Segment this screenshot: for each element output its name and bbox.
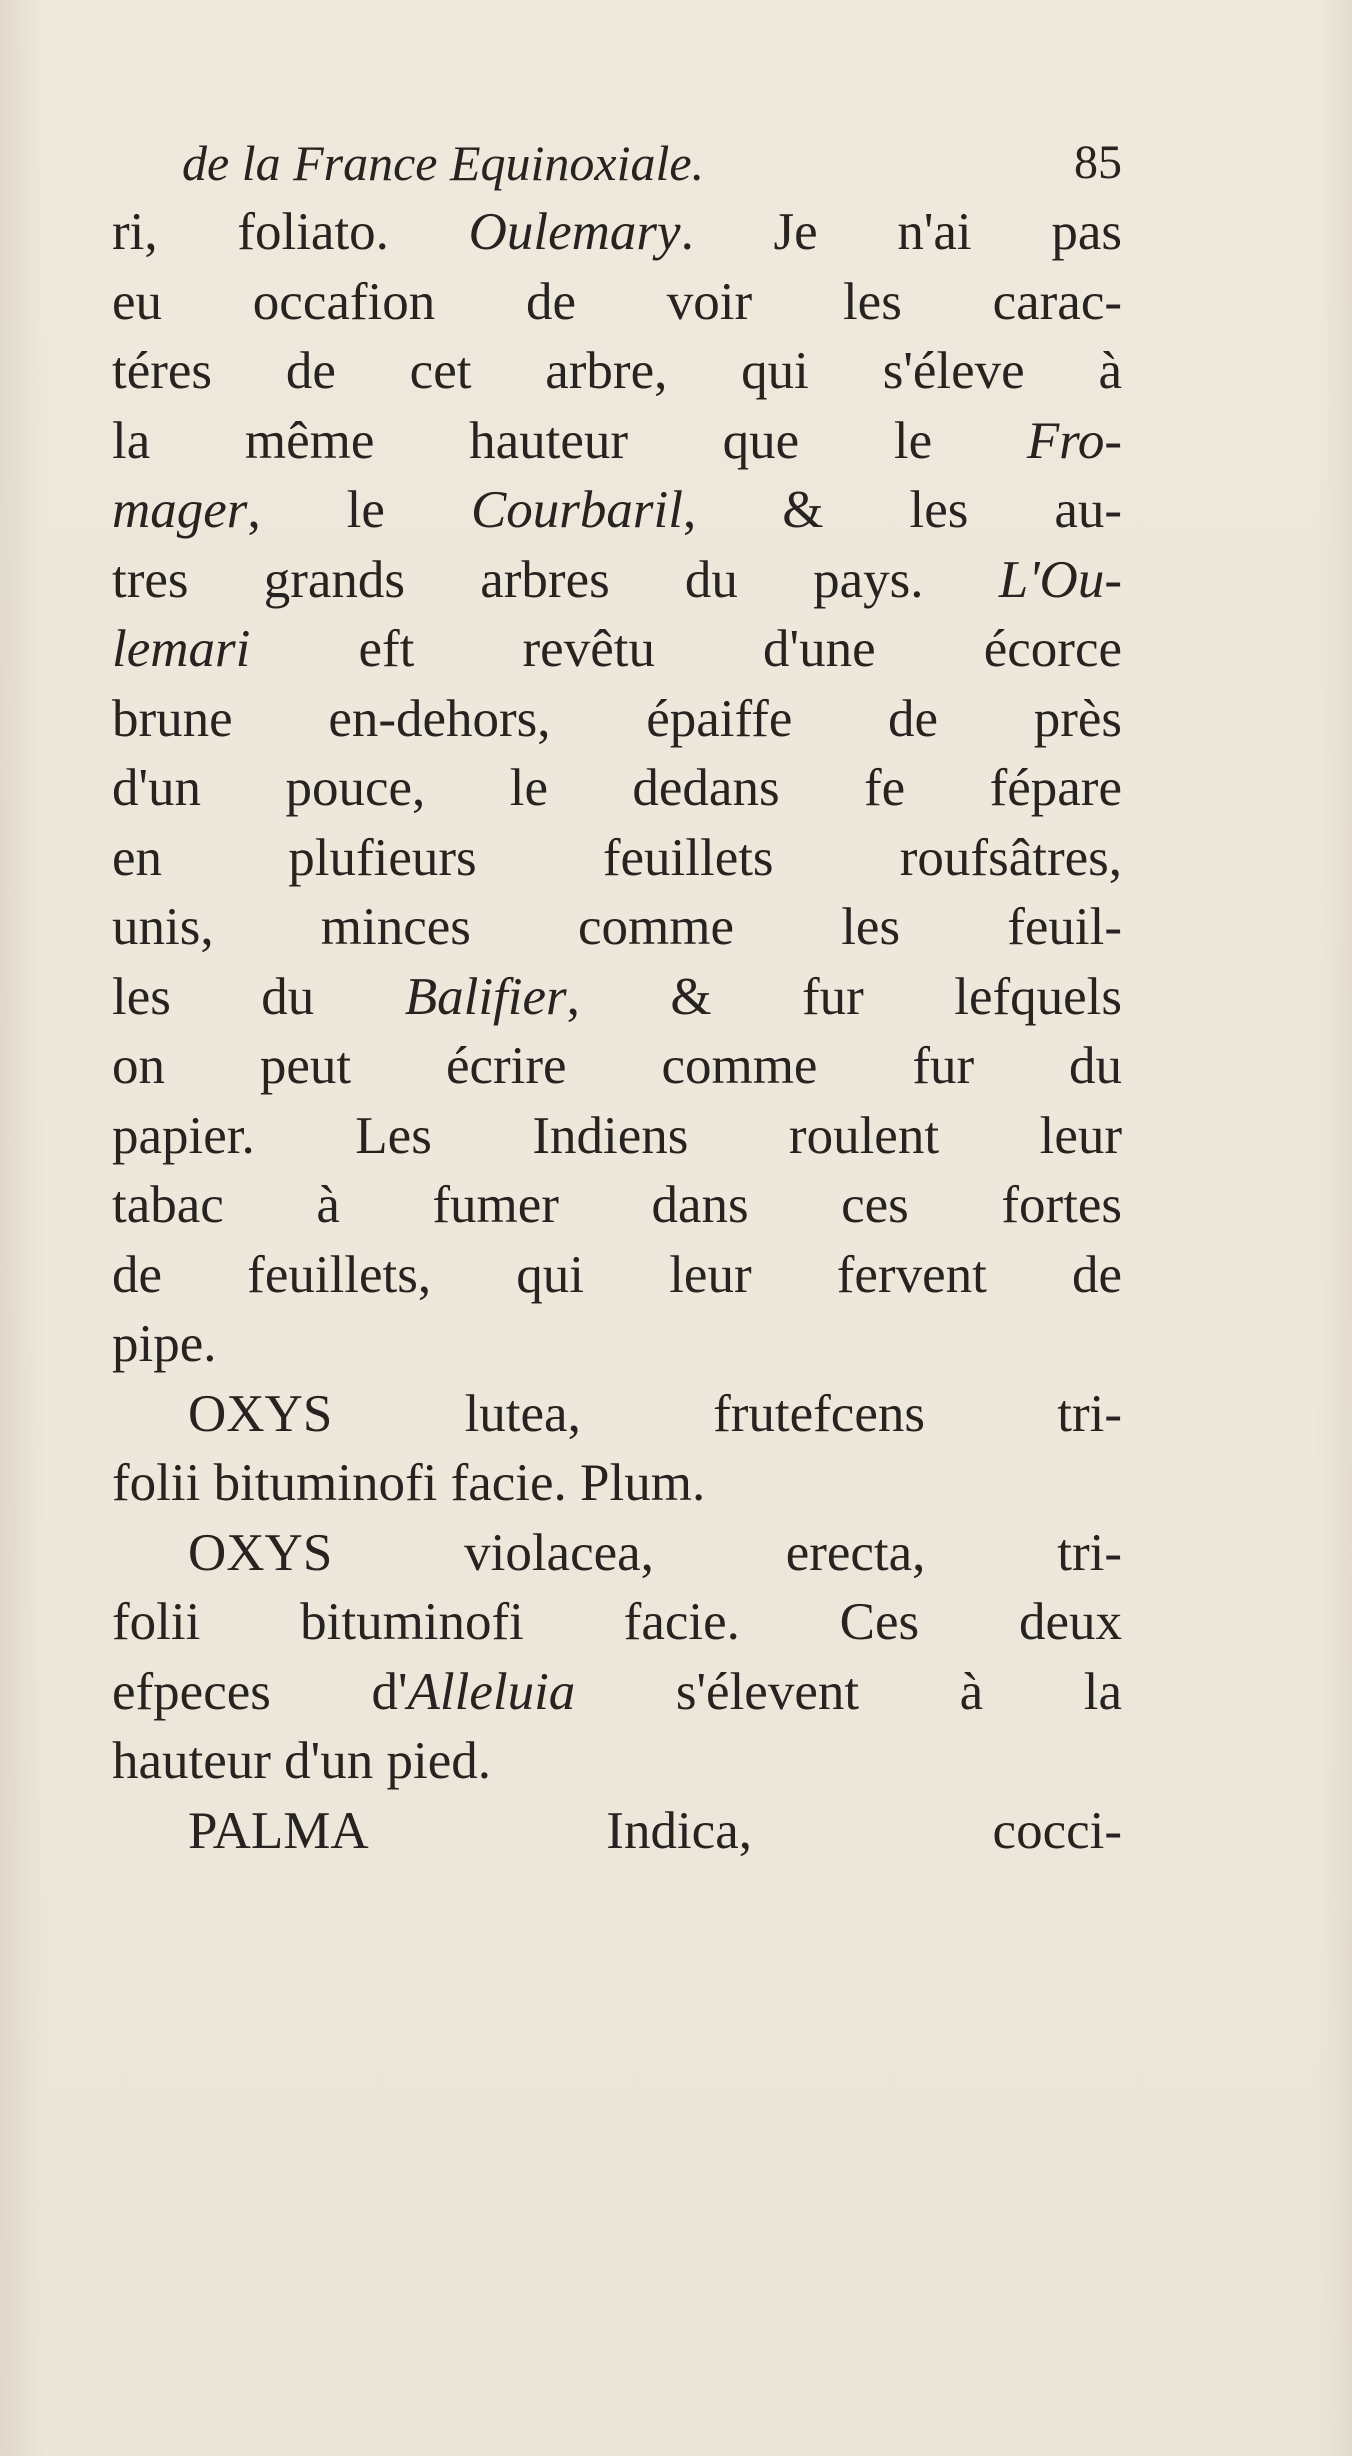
text-line <box>112 1032 1122 1102</box>
text-segment: en plufieurs feuillets roufsâtres, <box>112 828 1122 887</box>
text-segment: la même hauteur que le <box>112 411 1027 470</box>
italic-text-segment: Oulemary <box>468 203 681 261</box>
page-number: 85 <box>1074 136 1122 189</box>
text-segment: brune en-dehors, épaiffe de près <box>112 689 1122 748</box>
text-line <box>112 1449 1122 1519</box>
text-segment: de feuillets, qui leur fervent de <box>112 1245 1122 1304</box>
text-segment: efpeces d' <box>112 1662 408 1721</box>
italic-text-segment: Fro- <box>1026 411 1122 470</box>
running-title: de la France Equinoxiale. <box>182 135 705 191</box>
italic-text-segment: L'Ou- <box>998 550 1122 609</box>
text-line <box>112 1658 1122 1728</box>
text-line <box>112 546 1122 616</box>
text-segment: . Je n'ai pas <box>680 203 1122 261</box>
italic-text-segment: mager <box>112 481 248 539</box>
text-line <box>112 1102 1122 1172</box>
text-segment: eft revêtu d'une écorce <box>250 620 1122 678</box>
text-segment: papier. Les Indiens roulent leur <box>112 1106 1122 1165</box>
text-line <box>112 893 1122 963</box>
text-line <box>112 198 1122 268</box>
text-segment: tres grands arbres du pays. <box>112 550 999 609</box>
text-segment: OXYS lutea, frutefcens tri- <box>188 1384 1122 1443</box>
text-line <box>112 685 1122 755</box>
text-segment: ri, foliato. <box>112 203 469 261</box>
text-line <box>112 1380 1122 1450</box>
italic-text-segment: Alleluia <box>407 1662 576 1721</box>
text-line <box>112 337 1122 407</box>
text-segment: les du <box>112 967 405 1026</box>
text-segment: on peut écrire comme fur du <box>112 1037 1122 1095</box>
text-line <box>112 1171 1122 1241</box>
text-segment: hauteur d'un pied. <box>112 1732 491 1790</box>
text-line <box>112 1519 1122 1589</box>
text-line <box>112 1241 1122 1311</box>
running-head <box>112 128 1122 198</box>
text-line <box>112 476 1122 546</box>
text-line <box>112 407 1122 477</box>
text-line <box>112 754 1122 824</box>
text-segment: eu occafion de voir les carac- <box>112 272 1122 331</box>
italic-text-segment: Courbaril <box>470 481 683 539</box>
text-segment: OXYS violacea, erecta, tri- <box>188 1523 1122 1582</box>
italic-text-segment: Balifier <box>404 967 567 1026</box>
text-line <box>112 1797 1122 1867</box>
italic-text-segment: lemari <box>112 620 251 678</box>
text-segment: , & les au- <box>683 481 1122 539</box>
body-text <box>112 198 1122 1866</box>
text-line <box>112 615 1122 685</box>
text-segment: , & fur lefquels <box>566 967 1122 1026</box>
text-segment: , le <box>247 481 471 539</box>
text-segment: pipe. <box>112 1315 217 1373</box>
text-line <box>112 1727 1122 1797</box>
text-line <box>112 963 1122 1033</box>
text-segment: folii bituminofi facie. Ces deux <box>112 1593 1122 1651</box>
text-line <box>112 1588 1122 1658</box>
text-segment: tabac à fumer dans ces fortes <box>112 1176 1122 1234</box>
text-line <box>112 1310 1122 1380</box>
text-block <box>112 128 1122 1866</box>
text-segment: d'un pouce, le dedans fe fépare <box>112 759 1122 817</box>
text-segment: unis, minces comme les feuil- <box>112 898 1122 956</box>
text-segment: s'élevent à la <box>575 1662 1122 1721</box>
text-segment: folii bituminofi facie. Plum. <box>112 1454 706 1512</box>
text-line <box>112 268 1122 338</box>
text-segment: PALMA Indica, cocci- <box>188 1801 1122 1860</box>
text-segment: téres de cet arbre, qui s'éleve à <box>112 342 1122 400</box>
text-line <box>112 824 1122 894</box>
